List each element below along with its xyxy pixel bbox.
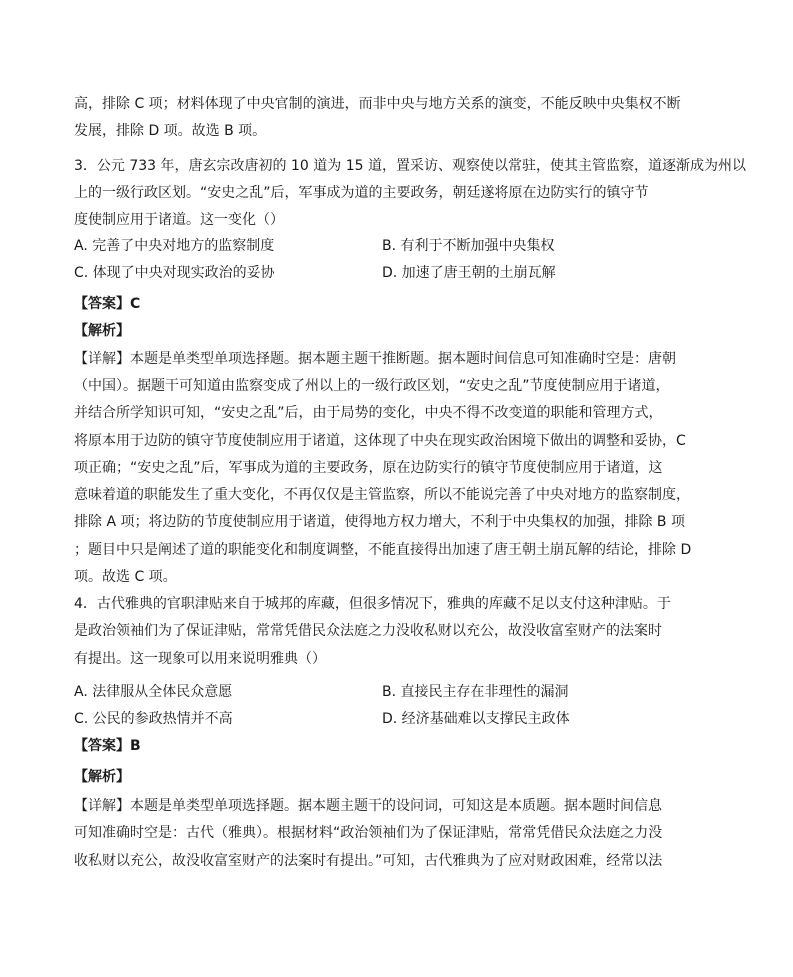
q3-stem-line-2: 上的一级行政区划。“安史之乱”后，军事成为道的主要政务，朝廷遂将原在边防实行的镇守节: [74, 185, 649, 201]
q3-answer: 【答案】C: [74, 296, 141, 312]
q3-option-a: A. 完善了中央对地方的监察制度: [74, 238, 275, 254]
q3-option-d: D. 加速了唐王朝的土崩瓦解: [382, 265, 556, 281]
q4-option-b: B. 直接民主存在非理性的漏洞: [382, 684, 569, 700]
q4-analysis-line-1: 【详解】本题是单类型单项选择题。据本题主题干的设问词，可知这是本质题。据本题时间信息: [74, 798, 662, 814]
q3-analysis-line-7: 排除 A 项；将边防的节度使制应用于诸道，使得地方权力增大，不利于中央集权的加强，排除 B 项: [74, 514, 685, 530]
q3-option-b: B. 有利于不断加强中央集权: [382, 238, 555, 254]
q4-option-a: A. 法律服从全体民众意愿: [74, 684, 233, 700]
q3-stem-line-1: 3．公元 733 年，唐玄宗改唐初的 10 道为 15 道，置采访、观察使以常驻，使其主管监察，道逐渐成为州以: [74, 158, 746, 174]
q4-analysis-title: 【解析】: [74, 769, 130, 785]
q4-analysis-line-3: 收私财以充公，故没收富室财产的法案时有提出。”可知，古代雅典为了应对财政困难，经常以法: [74, 853, 663, 869]
q4-option-c: C. 公民的参政热情并不高: [74, 711, 233, 727]
q3-option-c: C. 体现了中央对现实政治的妥协: [74, 265, 275, 281]
q3-analysis-line-5: 项正确；“安史之乱”后，军事成为道的主要政务，原在边防实行的镇守节度使制应用于诸道，这: [74, 460, 663, 476]
q3-analysis-line-3: 并结合所学知识可知，“安史之乱”后，由于局势的变化，中央不得不改变道的职能和管理方式，: [74, 405, 663, 421]
q4-stem-line-1: 4．古代雅典的官职津贴来自于城邦的库藏，但很多情况下，雅典的库藏不足以支付这种津贴。于: [74, 596, 671, 612]
q3-analysis-line-8: ；题目中只是阐述了道的职能变化和制度调整，不能直接得出加速了唐王朝土崩瓦解的结论，排除 D: [74, 542, 692, 558]
q3-analysis-line-6: 意味着道的职能发生了重大变化，不再仅仅是主管监察，所以不能说完善了中央对地方的监察制度，: [74, 487, 690, 503]
q3-analysis-title: 【解析】: [74, 323, 130, 339]
q3-analysis-line-4: 将原本用于边防的镇守节度使制应用于诸道，这体现了中央在现实政治困境下做出的调整和妥协，C: [74, 433, 686, 449]
q3-stem-line-3: 度使制应用于诸道。这一变化（）: [74, 212, 284, 228]
prev-analysis-line-1: 高，排除 C 项；材料体现了中央官制的演进，而非中央与地方关系的演变，不能反映中央集权不断: [74, 96, 681, 112]
q3-analysis-line-1: 【详解】本题是单类型单项选择题。据本题主题干推断题。据本题时间信息可知准确时空是：唐朝: [74, 351, 676, 367]
q4-option-d: D. 经济基础难以支撑民主政体: [382, 711, 570, 727]
q4-analysis-line-2: 可知准确时空是：古代（雅典）。根据材料“政治领袖们为了保证津贴，常常凭借民众法庭之力没: [74, 825, 663, 841]
q4-answer: 【答案】B: [74, 738, 141, 754]
q3-analysis-line-9: 项。故选 C 项。: [74, 569, 177, 585]
prev-analysis-line-2: 发展，排除 D 项。故选 B 项。: [74, 123, 267, 139]
q4-stem-line-3: 有提出。这一现象可以用来说明雅典（）: [74, 651, 326, 667]
q4-stem-line-2: 是政治领袖们为了保证津贴，常常凭借民众法庭之力没收私财以充公，故没收富室财产的法案时: [74, 623, 662, 639]
q3-analysis-line-2: （中国）。据题干可知道由监察变成了州以上的一级行政区划，“安史之乱”节度使制应用于诸道，: [74, 378, 670, 394]
